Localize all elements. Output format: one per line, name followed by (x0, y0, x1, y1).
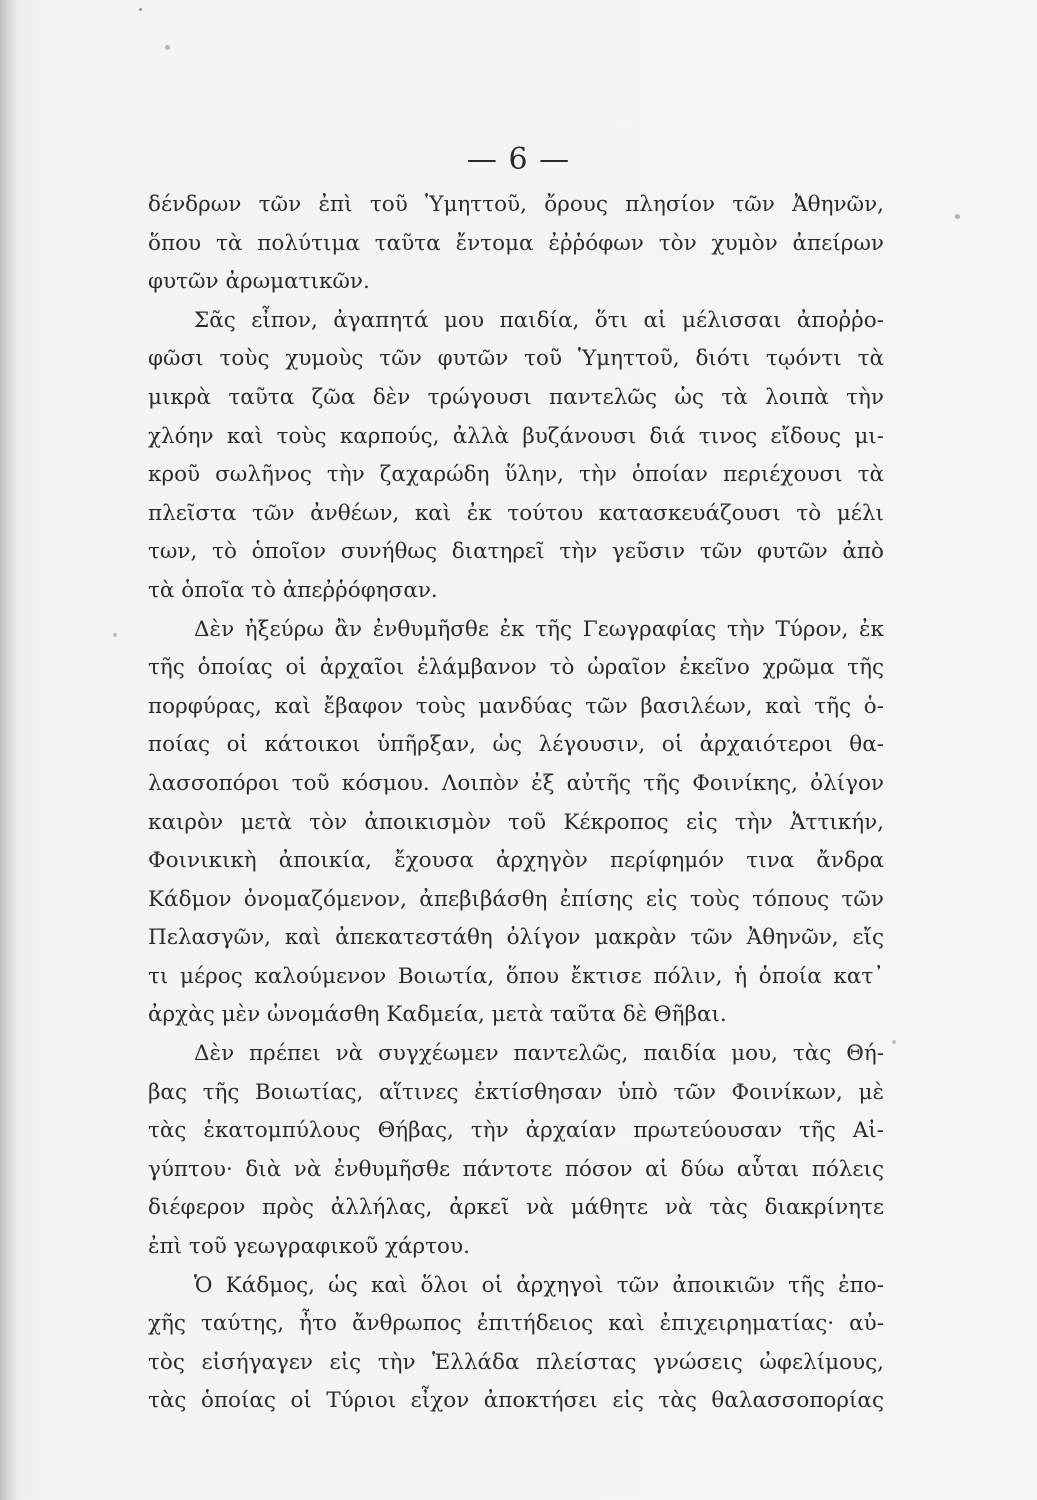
text-line: ὅπου τὰ πολύτιμα ταῦτα ἔντομα ἐῤῥόφων τὸν χυμὸν ἀπείρων (148, 230, 884, 256)
text-line: πλεῖστα τῶν ἀνθέων, καὶ ἐκ τούτου κατασκευάζουσι τὸ μέλι (148, 500, 884, 526)
page-number: — 6 — (466, 142, 571, 177)
text-line: ποίας οἱ κάτοικοι ὑπῆρξαν, ὡς λέγουσιν, οἱ ἀρχαιότεροι θα- (148, 732, 884, 758)
text-line: φυτῶν ἀρωματικῶν. (148, 269, 370, 295)
text-line: γύπτου· διὰ νὰ ἐνθυμῆσθε πάντοτε πόσον αἱ δύω αὗται πόλεις (148, 1156, 884, 1182)
text-line: μικρὰ ταῦτα ζῶα δὲν τρώγουσι παντελῶς ὡς τὰ λοιπὰ τὴν (148, 384, 884, 410)
text-line: τὰς ἑκατομπύλους Θήβας, τὴν ἀρχαίαν πρωτεύουσαν τῆς Αἰ- (148, 1118, 884, 1144)
text-line: τι μέρος καλούμενον Βοιωτία, ὅπου ἔκτισε πόλιν, ἡ ὁποία κατ᾽ (148, 963, 884, 989)
text-line: ἐπὶ τοῦ γεωγραφικοῦ χάρτου. (148, 1234, 470, 1260)
paper-speck (165, 45, 170, 50)
text-line: ἀρχὰς μὲν ὠνομάσθη Καδμεία, μετὰ ταῦτα δὲ Θῆβαι. (148, 1002, 727, 1028)
paper-speck (113, 633, 117, 637)
text-line: Πελασγῶν, καὶ ἀπεκατεστάθη ὀλίγον μακρὰν τῶν Ἀθηνῶν, εἴς (148, 925, 884, 951)
text-line: τὰς ὁποίας οἱ Τύριοι εἶχον ἀποκτήσει εἰς τὰς θαλασσοπορίας (148, 1388, 884, 1414)
text-line: τῆς ὁποίας οἱ ἀρχαῖοι ἐλάμβανον τὸ ὡραῖον ἐκεῖνο χρῶμα τῆς (148, 655, 884, 681)
text-line: Δὲν ἠξεύρω ἂν ἐνθυμῆσθε ἐκ τῆς Γεωγραφίας τὴν Τύρον, ἐκ (194, 616, 884, 642)
page-gutter-shadow (0, 0, 18, 1500)
text-line: κροῦ σωλῆνος τὴν ζαχαρώδη ὕλην, τὴν ὁποίαν περιέχουσι τὰ (148, 462, 884, 488)
text-line: τὰ ὁποῖα τὸ ἀπεῤῥόφησαν. (148, 577, 438, 603)
paper-speck (139, 8, 142, 11)
text-line: Φοινικικὴ ἀποικία, ἔχουσα ἀρχηγὸν περίφημόν τινα ἄνδρα (148, 848, 884, 874)
text-line: Σᾶς εἶπον, ἀγαπητά μου παιδία, ὅτι αἱ μέλισσαι ἀποῤῥο- (194, 307, 884, 333)
text-line: Ὁ Κάδμος, ὡς καὶ ὅλοι οἱ ἀρχηγοὶ τῶν ἀποικιῶν τῆς ἐπο- (194, 1272, 884, 1298)
text-line: διέφερον πρὸς ἀλλήλας, ἀρκεῖ νὰ μάθητε νὰ τὰς διακρίνητε (148, 1195, 884, 1221)
text-line: δένδρων τῶν ἐπὶ τοῦ Ὑμηττοῦ, ὄρους πλησίον τῶν Ἀθηνῶν, (148, 192, 884, 217)
text-line: Κάδμον ὀνομαζόμενον, ἀπεβιβάσθη ἐπίσης εἰς τοὺς τόπους τῶν (148, 886, 884, 912)
text-line: πορφύρας, καὶ ἔβαφον τοὺς μανδύας τῶν βασιλέων, καὶ τῆς ὁ- (148, 693, 884, 719)
text-line: βας τῆς Βοιωτίας, αἵτινες ἐκτίσθησαν ὑπὸ τῶν Φοινίκων, μὲ (148, 1079, 884, 1105)
text-line: Δὲν πρέπει νὰ συγχέωμεν παντελῶς, παιδία μου, τὰς Θή- (194, 1041, 884, 1067)
text-line: χλόην καὶ τοὺς καρπούς, ἀλλὰ βυζάνουσι διά τινος εἴδους μι- (148, 423, 884, 449)
body-text (148, 186, 884, 1421)
text-line: καιρὸν μετὰ τὸν ἀποικισμὸν τοῦ Κέκροπος εἰς τὴν Ἀττικήν, (148, 809, 884, 835)
text-line: φῶσι τοὺς χυμοὺς τῶν φυτῶν τοῦ Ὑμηττοῦ, διότι τῳόντι τὰ (148, 346, 884, 372)
text-line: των, τὸ ὁποῖον συνήθως διατηρεῖ τὴν γεῦσιν τῶν φυτῶν ἀπὸ (148, 539, 884, 565)
text-line: λασσοπόροι τοῦ κόσμου. Λοιπὸν ἐξ αὐτῆς τῆς Φοινίκης, ὀλίγον (148, 770, 884, 796)
text-line: τὸς εἰσήγαγεν εἰς τὴν Ἑλλάδα πλείστας γνώσεις ὠφελίμους, (148, 1349, 884, 1375)
paper-speck (892, 1040, 896, 1044)
paper-speck (955, 214, 960, 219)
text-line: χῆς ταύτης, ἦτο ἄνθρωπος ἐπιτήδειος καὶ ἐπιχειρηματίας· αὐ- (148, 1311, 884, 1337)
